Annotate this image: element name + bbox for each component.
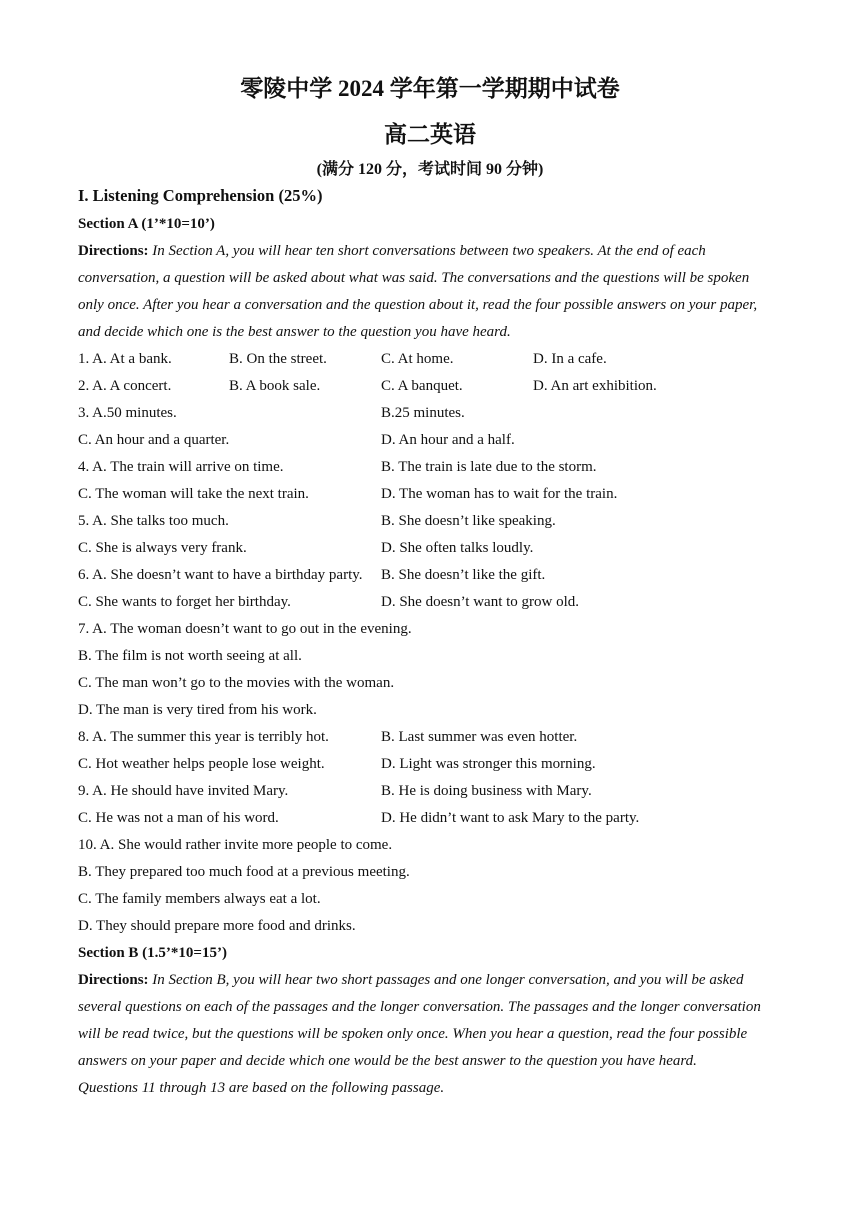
section-b-note: Questions 11 through 13 are based on the following passage.: [78, 1080, 445, 1096]
q10-option-d: D. They should prepare more food and drinks.: [78, 918, 356, 934]
exam-subject: 高二英语: [384, 122, 476, 147]
q5-option-a: 5. A. She talks too much.: [78, 513, 229, 529]
q2-option-a: 2. A. A concert.: [78, 378, 172, 394]
q6-option-b: B. She doesn’t like the gift.: [381, 567, 546, 583]
q7-option-c: C. The man won’t go to the movies with the woman.: [78, 675, 395, 691]
q9-option-c: C. He was not a man of his word.: [78, 810, 279, 826]
q8-option-a: 8. A. The summer this year is terribly hot.: [78, 729, 329, 745]
q5-option-b: B. She doesn’t like speaking.: [381, 513, 556, 529]
section-b-directions-line: several questions on each of the passages and the longer conversation. The passages and the longer conversation: [78, 999, 761, 1015]
directions-label: Directions:: [78, 972, 149, 988]
q3-option-a: 3. A.50 minutes.: [78, 405, 177, 421]
section-a-directions-line: conversation, a question will be asked about what was said. The conversations and the questions will be spoken: [78, 270, 750, 286]
q9-option-a: 9. A. He should have invited Mary.: [78, 783, 289, 799]
q2-option-d: D. An art exhibition.: [533, 378, 657, 394]
section-a-directions-line: only once. After you hear a conversation and the question about it, read the four possible answers on your paper,: [78, 297, 758, 313]
section-b-directions-line: answers on your paper and decide which one would be the best answer to the question you have heard.: [78, 1053, 697, 1069]
section-a-directions-line: and decide which one is the best answer to the question you have heard.: [78, 324, 511, 340]
directions-label: Directions:: [78, 243, 149, 259]
q7-option-b: B. The film is not worth seeing at all.: [78, 648, 302, 664]
part-heading: I. Listening Comprehension (25%): [78, 186, 323, 205]
q10-option-a: 10. A. She would rather invite more people to come.: [78, 837, 393, 853]
q1-option-b: B. On the street.: [229, 351, 327, 367]
q6-option-d: D. She doesn’t want to grow old.: [381, 594, 580, 610]
q3-option-b: B.25 minutes.: [381, 405, 465, 421]
section-b-heading: Section B (1.5’*10=15’): [78, 945, 227, 961]
section-b-directions-line: will be read twice, but the questions will be spoken only once. When you hear a question, read the four possible: [78, 1026, 748, 1042]
q9-option-b: B. He is doing business with Mary.: [381, 783, 592, 799]
q1-option-c: C. At home.: [381, 351, 454, 367]
q10-option-c: C. The family members always eat a lot.: [78, 891, 321, 907]
q1-option-d: D. In a cafe.: [533, 351, 607, 367]
q4-option-d: D. The woman has to wait for the train.: [381, 486, 618, 502]
q9-option-d: D. He didn’t want to ask Mary to the party.: [381, 810, 640, 826]
q2-option-b: B. A book sale.: [229, 378, 321, 394]
q5-option-d: D. She often talks loudly.: [381, 540, 534, 556]
exam-title: 零陵中学 2024 学年第一学期期中试卷: [240, 76, 620, 101]
q8-option-d: D. Light was stronger this morning.: [381, 756, 596, 772]
q1-option-a: 1. A. At a bank.: [78, 351, 172, 367]
q5-option-c: C. She is always very frank.: [78, 540, 247, 556]
q6-option-a: 6. A. She doesn’t want to have a birthday party.: [78, 567, 363, 583]
q4-option-a: 4. A. The train will arrive on time.: [78, 459, 284, 475]
section-a-directions-line: Directions: In Section A, you will hear ten short conversations between two speakers. At the end of each: [78, 243, 706, 259]
q7-option-a: 7. A. The woman doesn’t want to go out in the evening.: [78, 621, 412, 637]
q4-option-c: C. The woman will take the next train.: [78, 486, 309, 502]
q4-option-b: B. The train is late due to the storm.: [381, 459, 597, 475]
q7-option-d: D. The man is very tired from his work.: [78, 702, 317, 718]
q10-option-b: B. They prepared too much food at a previous meeting.: [78, 864, 410, 880]
q8-option-c: C. Hot weather helps people lose weight.: [78, 756, 325, 772]
exam-meta: (满分 120 分，考试时间 90 分钟): [316, 161, 544, 178]
q3-option-d: D. An hour and a half.: [381, 432, 515, 448]
section-a-heading: Section A (1’*10=10’): [78, 216, 215, 232]
q6-option-c: C. She wants to forget her birthday.: [78, 594, 291, 610]
q2-option-c: C. A banquet.: [381, 378, 463, 394]
q3-option-c: C. An hour and a quarter.: [78, 432, 230, 448]
section-b-directions-line: Directions: In Section B, you will hear two short passages and one longer conversation, and you will be asked: [78, 972, 744, 988]
q8-option-b: B. Last summer was even hotter.: [381, 729, 578, 745]
